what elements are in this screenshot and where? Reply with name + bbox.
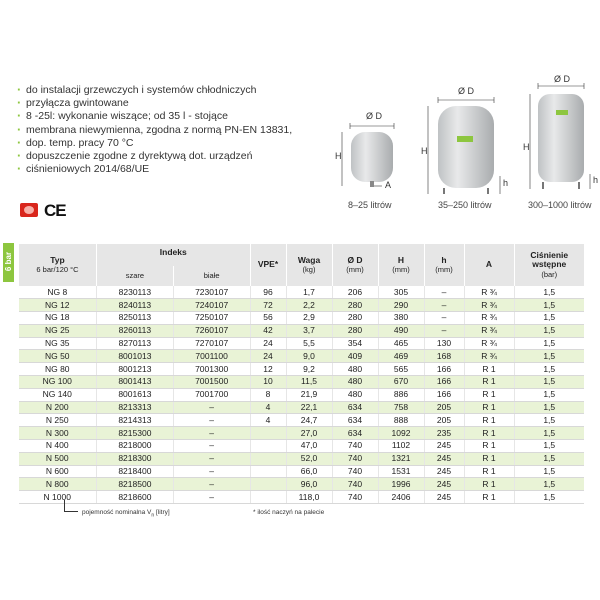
table-cell: R 1 xyxy=(464,388,514,401)
feature-item-cont: · ciśnieniowych 2014/68/UE xyxy=(17,163,297,176)
dim-label: H xyxy=(421,146,428,156)
table-cell: 12 xyxy=(250,363,286,376)
table-cell: 7001300 xyxy=(173,363,250,376)
table-cell: 1,5 xyxy=(514,376,584,389)
table-cell: 634 xyxy=(332,401,378,414)
feature-item: · 8 -25l: wykonanie wiszące; od 35 l - stojące xyxy=(17,110,297,123)
table-cell: R ¾ xyxy=(464,324,514,337)
table-cell: R 1 xyxy=(464,465,514,478)
table-cell: 8240113 xyxy=(97,299,174,312)
table-cell: 72 xyxy=(250,299,286,312)
table-cell: 1996 xyxy=(378,478,424,491)
table-row xyxy=(19,312,585,325)
table-cell: 3,7 xyxy=(286,324,332,337)
table-cell: 1102 xyxy=(378,440,424,453)
table-cell: 1,5 xyxy=(514,286,584,299)
table-row xyxy=(19,350,585,363)
table-cell: 11,5 xyxy=(286,376,332,389)
table-row xyxy=(19,414,585,427)
table-cell: – xyxy=(173,452,250,465)
table-cell: 480 xyxy=(332,376,378,389)
table-cell: 245 xyxy=(424,465,464,478)
table-cell: – xyxy=(173,478,250,491)
table-row xyxy=(19,440,585,453)
table-row xyxy=(19,401,585,414)
table-cell: 290 xyxy=(378,299,424,312)
table-cell: R ¾ xyxy=(464,312,514,325)
table-cell: 22,1 xyxy=(286,401,332,414)
table-cell: 21,9 xyxy=(286,388,332,401)
vessel-caption: 300–1000 litrów xyxy=(528,200,592,210)
footnote-arrow-icon xyxy=(64,500,78,512)
table-cell: 1,5 xyxy=(514,491,584,504)
table-cell xyxy=(250,452,286,465)
feature-item: · dopuszczenie zgodne z dyrektywą dot. urządzeń xyxy=(17,150,297,163)
dim-label: Ø D xyxy=(554,74,571,84)
feature-item: · do instalacji grzewczych i systemów chłodniczych xyxy=(17,84,297,97)
table-cell: 8250113 xyxy=(97,312,174,325)
table-row xyxy=(19,465,585,478)
vessel-diagrams xyxy=(330,74,600,218)
table-cell: 8 xyxy=(250,388,286,401)
table-cell: 7260107 xyxy=(173,324,250,337)
header-typ: Typ 6 bar/120 °C xyxy=(19,244,97,286)
feature-item: · membrana niewymienna, zgodna z normą PN-EN 13831, xyxy=(17,124,297,137)
table-cell: 1,5 xyxy=(514,388,584,401)
table-cell: 634 xyxy=(332,427,378,440)
table-cell: 8230113 xyxy=(97,286,174,299)
table-cell: – xyxy=(424,299,464,312)
table-cell: 52,0 xyxy=(286,452,332,465)
table-cell: 7001500 xyxy=(173,376,250,389)
header-szare: szare xyxy=(97,266,174,286)
table-row xyxy=(19,452,585,465)
table-cell: R ¾ xyxy=(464,337,514,350)
table-cell: 4 xyxy=(250,414,286,427)
table-cell: N 600 xyxy=(19,465,97,478)
table-cell: 740 xyxy=(332,465,378,478)
table-cell: R ¾ xyxy=(464,350,514,363)
table-cell xyxy=(250,427,286,440)
table-cell: 42 xyxy=(250,324,286,337)
table-cell: 1,5 xyxy=(514,401,584,414)
table-cell: 2,2 xyxy=(286,299,332,312)
table-cell: 7001700 xyxy=(173,388,250,401)
table-cell: R 1 xyxy=(464,363,514,376)
table-cell: 758 xyxy=(378,401,424,414)
certificate-badge-icon xyxy=(20,203,38,217)
dim-label: H xyxy=(523,142,530,152)
table-cell: N 300 xyxy=(19,427,97,440)
table-row xyxy=(19,478,585,491)
table-cell: 8260113 xyxy=(97,324,174,337)
table-cell: 8218000 xyxy=(97,440,174,453)
table-cell: 245 xyxy=(424,478,464,491)
table-cell: NG 140 xyxy=(19,388,97,401)
vessel-drawing xyxy=(330,78,600,218)
table-cell: 24 xyxy=(250,350,286,363)
table-cell: 7250107 xyxy=(173,312,250,325)
table-cell xyxy=(250,465,286,478)
table-cell: 280 xyxy=(332,324,378,337)
table-cell: 118,0 xyxy=(286,491,332,504)
dim-label: Ø D xyxy=(366,111,383,121)
medium-vessel xyxy=(428,97,500,194)
table-cell: N 500 xyxy=(19,452,97,465)
table-cell: R 1 xyxy=(464,491,514,504)
table-row xyxy=(19,299,585,312)
dim-label: Ø D xyxy=(458,86,475,96)
table-cell: N 200 xyxy=(19,401,97,414)
table-cell: 888 xyxy=(378,414,424,427)
table-cell: 96 xyxy=(250,286,286,299)
table-cell: N 400 xyxy=(19,440,97,453)
table-header-row xyxy=(19,244,585,266)
table-cell: – xyxy=(173,427,250,440)
table-cell: – xyxy=(173,440,250,453)
dim-label: H xyxy=(335,151,342,161)
header-waga: Waga (kg) xyxy=(286,244,332,286)
table-cell: 205 xyxy=(424,401,464,414)
table-cell: NG 18 xyxy=(19,312,97,325)
table-cell: 8218600 xyxy=(97,491,174,504)
table-cell: 480 xyxy=(332,388,378,401)
table-cell: 305 xyxy=(378,286,424,299)
table-cell: 490 xyxy=(378,324,424,337)
table-cell: NG 12 xyxy=(19,299,97,312)
table-cell: R 1 xyxy=(464,401,514,414)
table-cell: 8218500 xyxy=(97,478,174,491)
table-cell: 8214313 xyxy=(97,414,174,427)
table-cell: R ¾ xyxy=(464,286,514,299)
table-cell: 280 xyxy=(332,312,378,325)
table-cell: 469 xyxy=(378,350,424,363)
footnote-right: * ilość naczyń na palecie xyxy=(253,509,325,516)
table-cell: 66,0 xyxy=(286,465,332,478)
footnote-left: pojemność nominalna $V_n$ [litry] xyxy=(82,509,170,519)
table-cell: 9,0 xyxy=(286,350,332,363)
header-a: A xyxy=(464,244,514,286)
table-cell: R 1 xyxy=(464,440,514,453)
table-cell: 1,5 xyxy=(514,414,584,427)
table-cell: 1531 xyxy=(378,465,424,478)
table-cell: NG 80 xyxy=(19,363,97,376)
feature-list xyxy=(17,84,297,176)
header-h: h (mm) xyxy=(424,244,464,286)
table-cell: R ¾ xyxy=(464,299,514,312)
header-H: H (mm) xyxy=(378,244,424,286)
table-cell: R 1 xyxy=(464,414,514,427)
table-cell: 565 xyxy=(378,363,424,376)
large-vessel xyxy=(530,83,590,189)
table-cell: – xyxy=(173,491,250,504)
table-cell: NG 100 xyxy=(19,376,97,389)
table-cell xyxy=(250,491,286,504)
table-row xyxy=(19,427,585,440)
table-cell: NG 50 xyxy=(19,350,97,363)
table-cell: – xyxy=(173,414,250,427)
table-cell: 1,5 xyxy=(514,299,584,312)
table-cell: R 1 xyxy=(464,452,514,465)
table-cell: 166 xyxy=(424,376,464,389)
feature-item: · przyłącza gwintowane xyxy=(17,97,297,110)
table-cell: 206 xyxy=(332,286,378,299)
vessel-caption: 8–25 litrów xyxy=(348,200,392,210)
table-cell: 168 xyxy=(424,350,464,363)
table-cell: 5,5 xyxy=(286,337,332,350)
table-cell: 8001213 xyxy=(97,363,174,376)
table-cell: – xyxy=(173,465,250,478)
table-cell: NG 25 xyxy=(19,324,97,337)
table-row xyxy=(19,286,585,299)
table-cell: 1,7 xyxy=(286,286,332,299)
table-cell: 740 xyxy=(332,440,378,453)
table-cell xyxy=(250,440,286,453)
table-cell: 2,9 xyxy=(286,312,332,325)
table-cell: 8215300 xyxy=(97,427,174,440)
table-cell: 8218300 xyxy=(97,452,174,465)
vessel-caption: 35–250 litrów xyxy=(438,200,492,210)
table-cell: 409 xyxy=(332,350,378,363)
table-cell: R 1 xyxy=(464,427,514,440)
table-cell: 1,5 xyxy=(514,324,584,337)
table-cell: 10 xyxy=(250,376,286,389)
table-cell: 24 xyxy=(250,337,286,350)
table-row xyxy=(19,337,585,350)
table-cell: 740 xyxy=(332,491,378,504)
table-cell: 1,5 xyxy=(514,478,584,491)
table-cell: 7230107 xyxy=(173,286,250,299)
table-cell: 354 xyxy=(332,337,378,350)
table-cell: 1,5 xyxy=(514,337,584,350)
table-cell: 8001013 xyxy=(97,350,174,363)
table-cell: 1,5 xyxy=(514,452,584,465)
table-cell: 245 xyxy=(424,491,464,504)
table-cell: 8001413 xyxy=(97,376,174,389)
table-cell: 280 xyxy=(332,299,378,312)
table-cell: 7270107 xyxy=(173,337,250,350)
table-cell: 24,7 xyxy=(286,414,332,427)
table-cell: 245 xyxy=(424,440,464,453)
table-cell xyxy=(250,478,286,491)
table-cell: N 250 xyxy=(19,414,97,427)
table-cell: 1321 xyxy=(378,452,424,465)
table-cell: 380 xyxy=(378,312,424,325)
table-cell: 1,5 xyxy=(514,465,584,478)
table-cell: 1,5 xyxy=(514,350,584,363)
pressure-tab: 6 bar xyxy=(3,243,14,282)
table-cell: – xyxy=(424,324,464,337)
table-cell: 96,0 xyxy=(286,478,332,491)
table-cell: – xyxy=(424,286,464,299)
table-cell: 740 xyxy=(332,452,378,465)
table-cell: 245 xyxy=(424,452,464,465)
table-cell: 634 xyxy=(332,414,378,427)
table-cell: 1092 xyxy=(378,427,424,440)
dim-label: A xyxy=(385,180,392,190)
table-cell: 8218400 xyxy=(97,465,174,478)
table-cell: 47,0 xyxy=(286,440,332,453)
table-row xyxy=(19,491,585,504)
table-cell: 9,2 xyxy=(286,363,332,376)
table-cell: N 800 xyxy=(19,478,97,491)
table-cell: – xyxy=(173,401,250,414)
table-cell: 27,0 xyxy=(286,427,332,440)
header-indeks: Indeks xyxy=(97,244,251,266)
table-cell: 740 xyxy=(332,478,378,491)
ce-mark: CE xyxy=(44,201,66,220)
header-vpe: VPE* xyxy=(250,244,286,286)
table-cell: – xyxy=(424,312,464,325)
table-cell: 2406 xyxy=(378,491,424,504)
table-cell: 1,5 xyxy=(514,363,584,376)
table-cell: 8001613 xyxy=(97,388,174,401)
header-biale: białe xyxy=(173,266,250,286)
table-cell: 7240107 xyxy=(173,299,250,312)
table-cell: 4 xyxy=(250,401,286,414)
table-cell: 1,5 xyxy=(514,440,584,453)
table-cell: 1,5 xyxy=(514,312,584,325)
table-row xyxy=(19,324,585,337)
product-table xyxy=(18,244,584,504)
table-cell: 480 xyxy=(332,363,378,376)
header-cisnienie: Ciśnienie wstępne (bar) xyxy=(514,244,584,286)
table-cell: R 1 xyxy=(464,478,514,491)
table-cell: 166 xyxy=(424,363,464,376)
table-cell: 465 xyxy=(378,337,424,350)
table-cell: 8213313 xyxy=(97,401,174,414)
table-row xyxy=(19,376,585,389)
table-cell: 235 xyxy=(424,427,464,440)
table-row xyxy=(19,363,585,376)
table-cell: 205 xyxy=(424,414,464,427)
table-cell: 8270113 xyxy=(97,337,174,350)
dim-label: h xyxy=(503,178,509,188)
table-cell: 166 xyxy=(424,388,464,401)
table-cell: N 1000 xyxy=(19,491,97,504)
table-cell: R 1 xyxy=(464,376,514,389)
table-cell: 1,5 xyxy=(514,427,584,440)
table-cell: 7001100 xyxy=(173,350,250,363)
table-cell: 670 xyxy=(378,376,424,389)
table-cell: NG 8 xyxy=(19,286,97,299)
table-row xyxy=(19,388,585,401)
table-cell: NG 35 xyxy=(19,337,97,350)
table-cell: 56 xyxy=(250,312,286,325)
table-cell: 886 xyxy=(378,388,424,401)
dim-label: h xyxy=(593,175,599,185)
table-cell: 130 xyxy=(424,337,464,350)
header-od: Ø D (mm) xyxy=(332,244,378,286)
small-vessel xyxy=(342,123,394,187)
feature-item-cont: · dop. temp. pracy 70 °C xyxy=(17,137,297,150)
